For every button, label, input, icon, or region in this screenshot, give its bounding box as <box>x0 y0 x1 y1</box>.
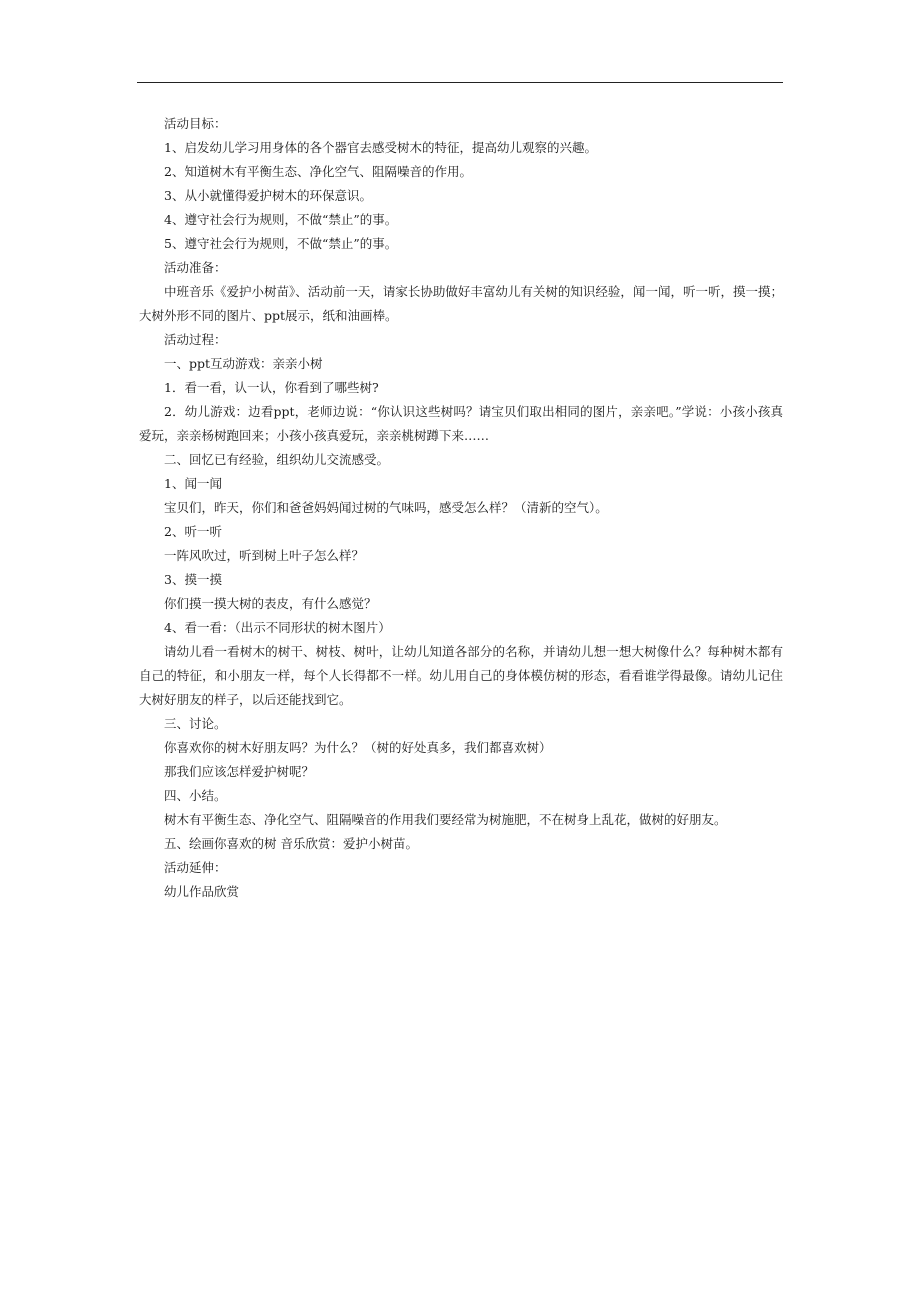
heading-preparation: 活动准备： <box>164 260 227 275</box>
summary-text: 树木有平衡生态、净化空气、阻隔噪音的作用我们要经常为树施肥，不在树身上乱花，做树的好朋友。 <box>164 812 727 827</box>
objective-item: 2、知道树木有平衡生态、净化空气、阻隔噪音的作用。 <box>164 164 472 179</box>
process-section-3: 三、讨论。 <box>164 716 227 731</box>
process-text: 你们摸一摸大树的表皮，有什么感觉？ <box>164 596 377 611</box>
process-section-4: 四、小结。 <box>164 788 227 803</box>
header-rule <box>137 82 783 83</box>
process-section-5: 五、绘画你喜欢的树 音乐欣赏：爱护小树苗。 <box>164 836 418 851</box>
process-text: 宝贝们，昨天，你们和爸爸妈妈闻过树的气味吗，感受怎么样？（清新的空气）。 <box>164 500 608 515</box>
heading-extension: 活动延伸： <box>164 860 227 875</box>
process-text: 你喜欢你的树木好朋友吗？为什么？（树的好处真多，我们都喜欢树） <box>164 740 552 755</box>
process-section-2: 二、回忆已有经验，组织幼儿交流感受。 <box>164 452 390 467</box>
game-paragraph: 2．幼儿游戏：边看ppt，老师边说：“你认识这些树吗？请宝贝们取出相同的图片，亲亲吧。”学说：小孩小孩真爱玩，亲亲杨树跑回来；小孩小孩真爱玩，亲亲桃树蹲下来…… <box>139 404 783 443</box>
document-body <box>139 112 783 904</box>
process-section-1: 一、ppt互动游戏：亲亲小树 <box>164 356 323 371</box>
process-step: 3、摸一摸 <box>164 572 222 587</box>
process-text: 一阵风吹过，听到树上叶子怎么样？ <box>164 548 365 563</box>
preparation-paragraph: 中班音乐《爱护小树苗》、活动前一天，请家长协助做好丰富幼儿有关树的知识经验，闻一闻，听一听，摸一摸；大树外形不同的图片、ppt展示，纸和油画棒。 <box>139 284 783 323</box>
process-step: 1、闻一闻 <box>164 476 222 491</box>
process-text: 那我们应该怎样爱护树呢？ <box>164 764 315 779</box>
objective-item: 4、遵守社会行为规则，不做“禁止”的事。 <box>164 212 398 227</box>
observation-paragraph: 请幼儿看一看树木的树干、树枝、树叶，让幼儿知道各部分的名称，并请幼儿想一想大树像什么？每种树木都有自己的特征，和小朋友一样，每个人长得都不一样。幼儿用自己的身体模仿树的形态，看看谁学得最像。请幼儿记住大树好朋友的样子，以后还能找到它。 <box>139 644 783 707</box>
process-step: 4、看一看：（出示不同形状的树木图片） <box>164 620 391 635</box>
heading-objectives: 活动目标： <box>164 116 227 131</box>
objective-item: 1、启发幼儿学习用身体的各个器官去感受树木的特征，提高幼儿观察的兴趣。 <box>164 140 597 155</box>
objective-item: 5、遵守社会行为规则，不做“禁止”的事。 <box>164 236 398 251</box>
process-step: 2、听一听 <box>164 524 222 539</box>
heading-process: 活动过程： <box>164 332 227 347</box>
extension-text: 幼儿作品欣赏 <box>164 884 240 899</box>
process-step: 1．看一看，认一认，你看到了哪些树? <box>164 380 379 395</box>
objective-item: 3、从小就懂得爱护树木的环保意识。 <box>164 188 372 203</box>
